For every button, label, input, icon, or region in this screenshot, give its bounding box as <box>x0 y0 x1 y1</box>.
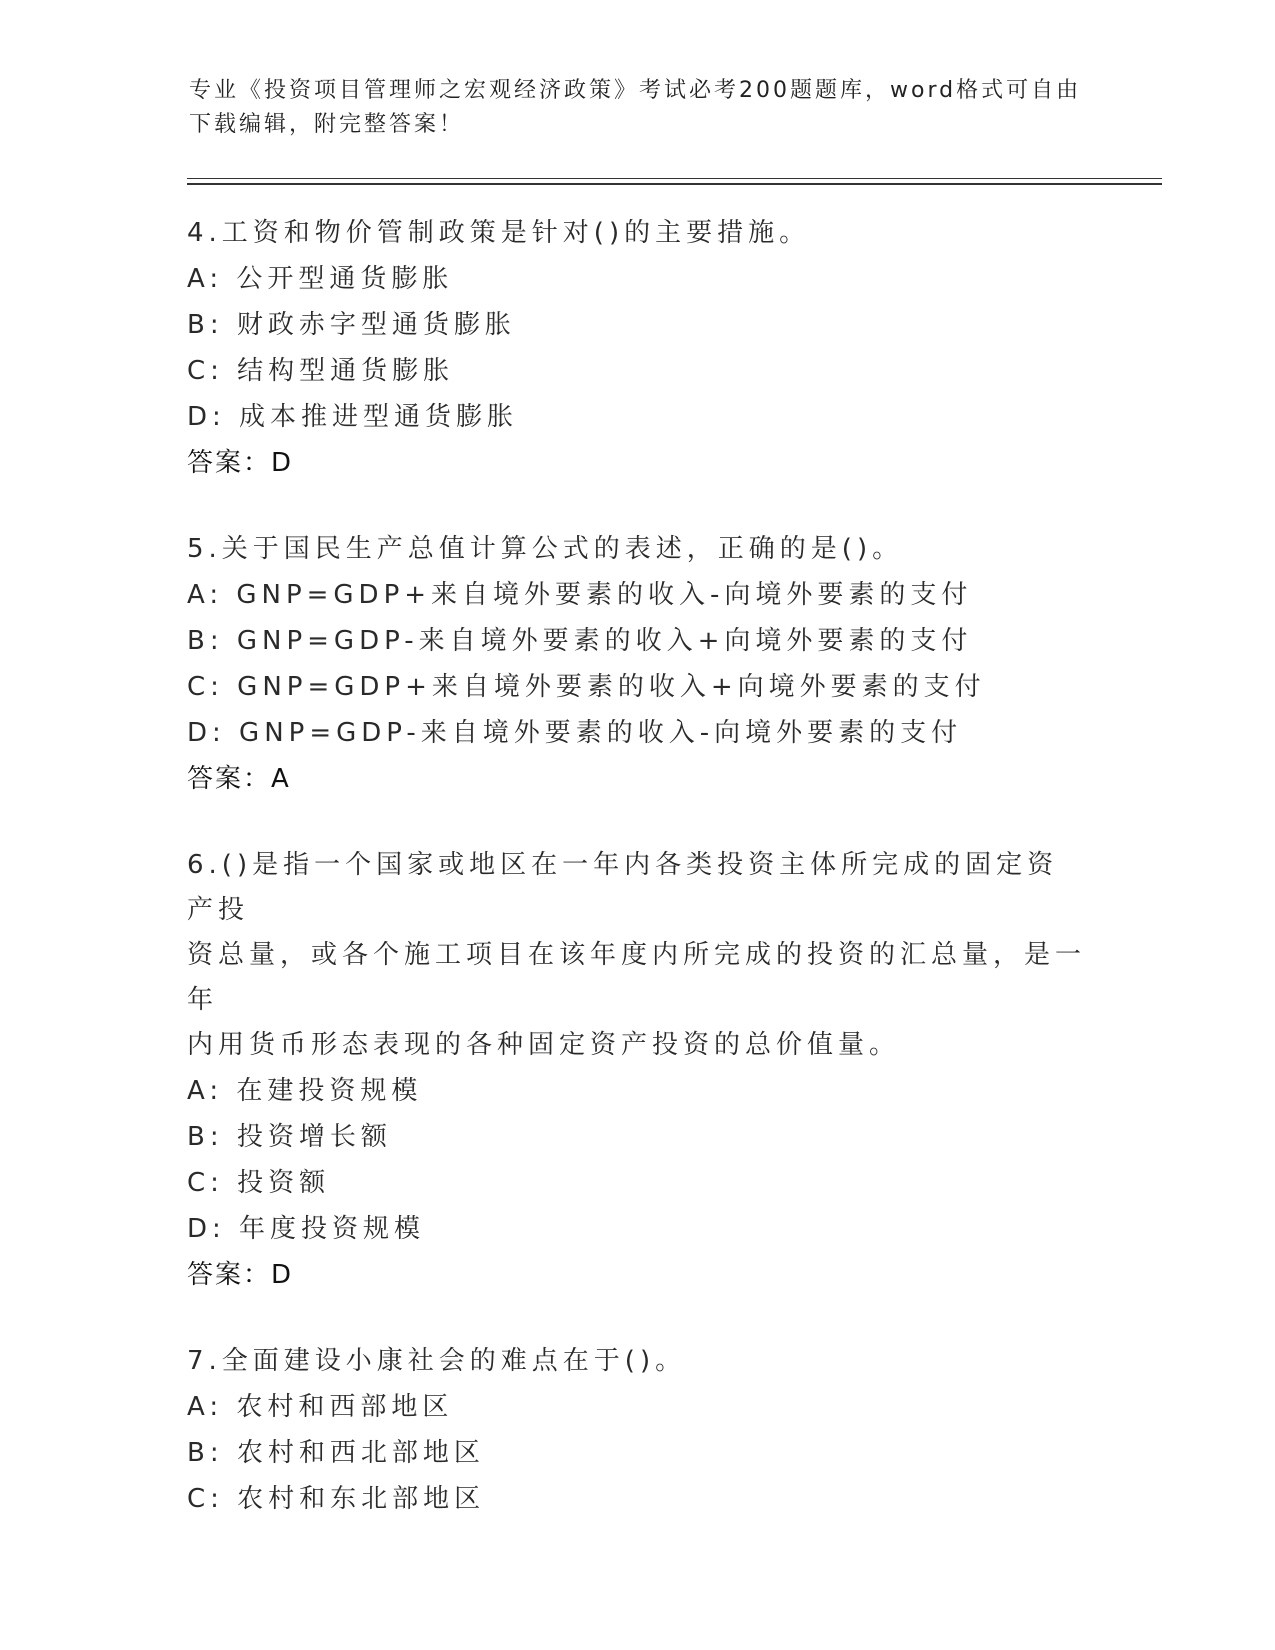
option-c: C: GNP=GDP+来自境外要素的收入+向境外要素的支付 <box>187 672 986 702</box>
document-header <box>189 74 1089 142</box>
option-c: C: 农村和东北部地区 <box>187 1484 486 1514</box>
question-stem-line-3: 内用货币形态表现的各种固定资产投资的总价值量。 <box>187 1030 901 1060</box>
option-d: D: 成本推进型通货膨胀 <box>187 402 519 432</box>
question-stem: 4.工资和物价管制政策是针对()的主要措施。 <box>187 218 811 248</box>
option-b: B: 农村和西北部地区 <box>187 1438 485 1468</box>
question-5 <box>187 527 1087 802</box>
option-b: B: 投资增长额 <box>187 1122 392 1152</box>
answer-line: 答案：A <box>187 764 291 794</box>
question-4 <box>187 211 1087 486</box>
header-divider-bottom <box>187 183 1162 185</box>
option-b: B: 财政赤字型通货膨胀 <box>187 310 516 340</box>
option-a: A: 在建投资规模 <box>187 1076 423 1106</box>
question-stem-line-2: 资总量，或各个施工项目在该年度内所完成的投资的汇总量，是一年 <box>187 940 1087 1015</box>
option-d: D: 年度投资规模 <box>187 1214 426 1244</box>
question-7 <box>187 1339 1087 1522</box>
header-line-1: 专业《投资项目管理师之宏观经济政策》考试必考200题题库，word格式可自由 <box>189 78 1082 103</box>
question-6 <box>187 843 1087 1298</box>
option-a: A: GNP=GDP+来自境外要素的收入-向境外要素的支付 <box>187 580 973 610</box>
header-line-2: 下载编辑，附完整答案！ <box>189 112 465 137</box>
option-c: C: 投资额 <box>187 1168 331 1198</box>
question-stem-line-1: 6.()是指一个国家或地区在一年内各类投资主体所完成的固定资产投 <box>187 850 1059 925</box>
question-stem: 7.全面建设小康社会的难点在于()。 <box>187 1346 687 1376</box>
answer-line: 答案：D <box>187 448 294 478</box>
option-c: C: 结构型通货膨胀 <box>187 356 455 386</box>
option-d: D: GNP=GDP-来自境外要素的收入-向境外要素的支付 <box>187 718 963 748</box>
header-divider-top <box>187 178 1162 179</box>
option-b: B: GNP=GDP-来自境外要素的收入+向境外要素的支付 <box>187 626 973 656</box>
option-a: A: 农村和西部地区 <box>187 1392 454 1422</box>
option-a: A: 公开型通货膨胀 <box>187 264 454 294</box>
question-stem: 5.关于国民生产总值计算公式的表述，正确的是()。 <box>187 534 904 564</box>
answer-line: 答案：D <box>187 1260 294 1290</box>
question-list <box>187 211 1087 1563</box>
